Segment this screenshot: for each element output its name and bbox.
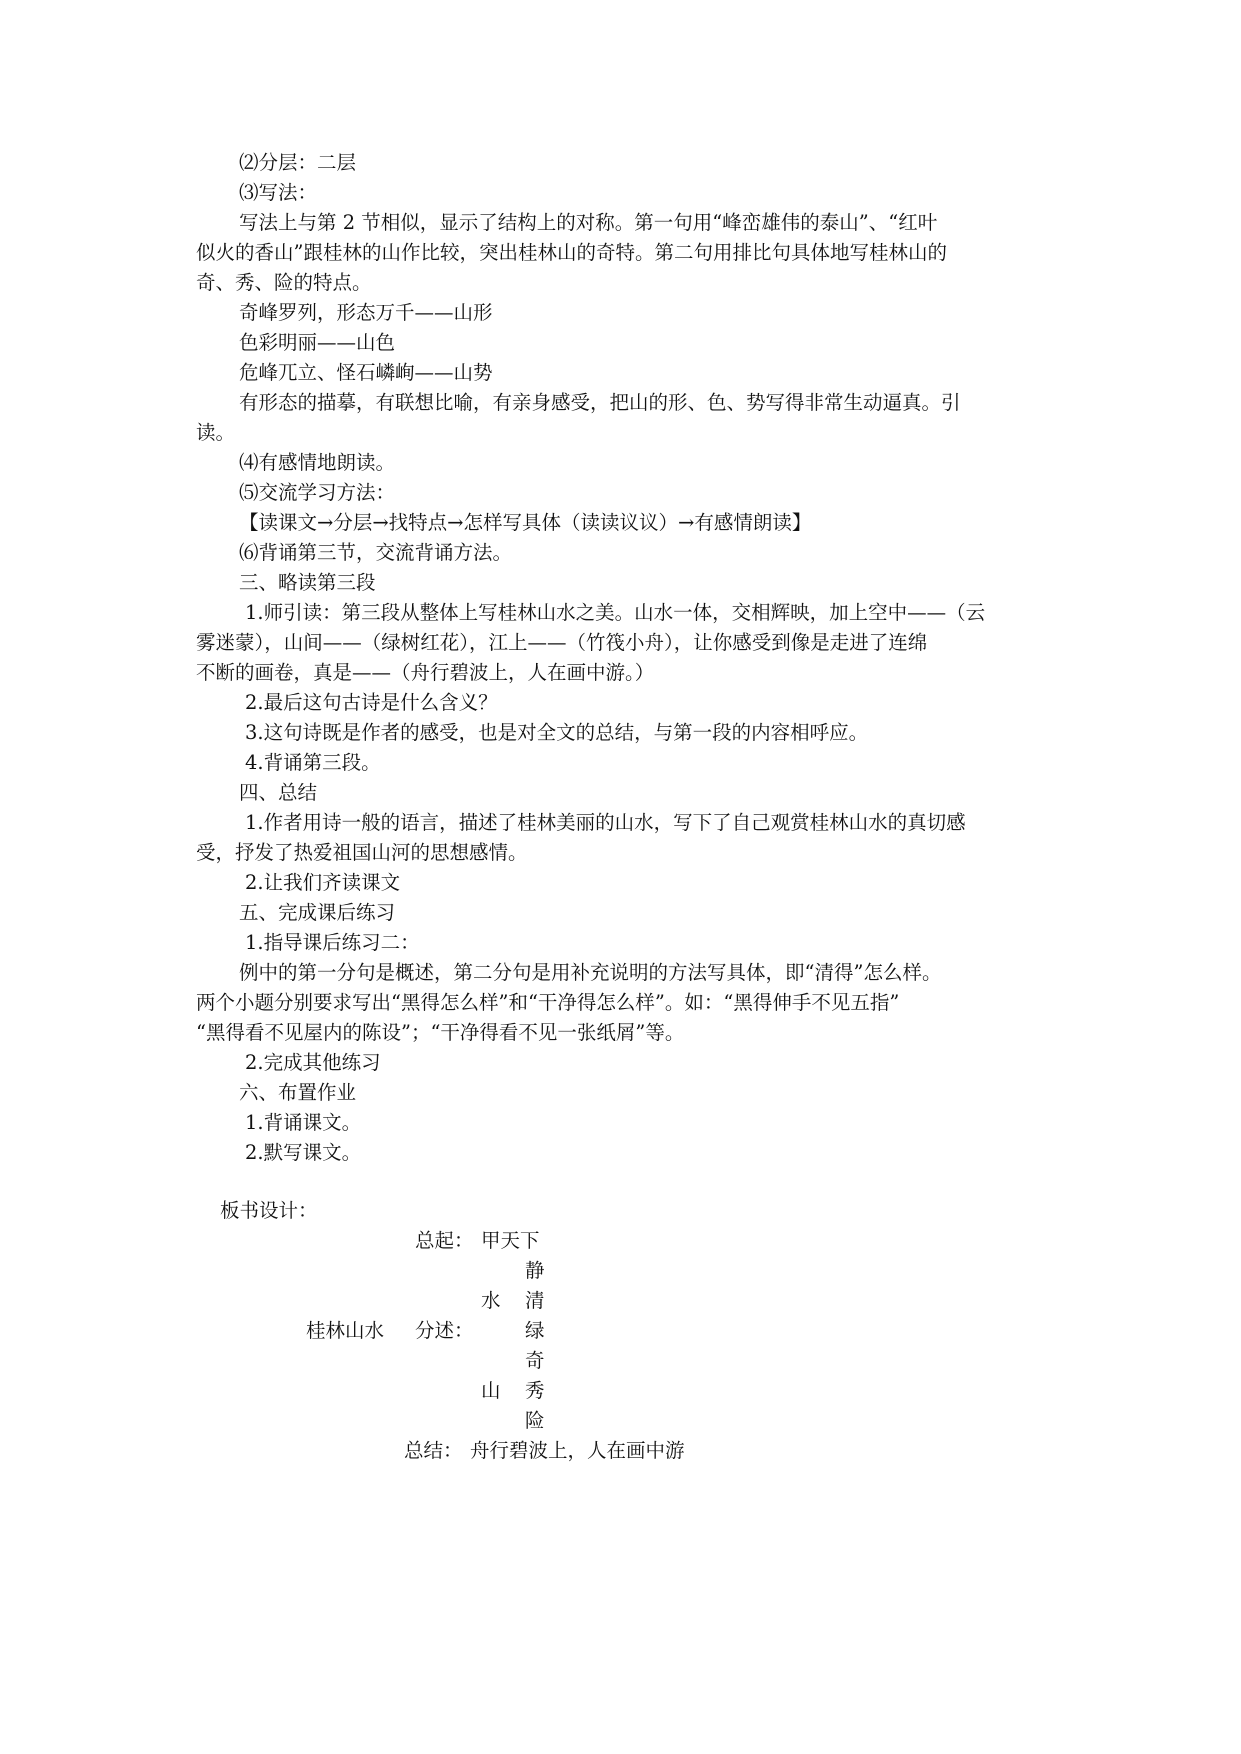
text-line: ⑷有感情地朗读。 <box>239 451 396 474</box>
text-line: 2.默写课文。 <box>245 1141 362 1164</box>
water-item: 静 <box>525 1259 545 1282</box>
text-line: 写法上与第 2 节相似，显示了结构上的对称。第一句用“峰峦雄伟的泰山”、“红叶 <box>239 211 938 234</box>
text-line: 4.背诵第三段。 <box>245 751 381 774</box>
text-line: 2.让我们齐读课文 <box>245 871 401 894</box>
text-line: ⑸交流学习方法： <box>239 481 396 504</box>
text-line: 受，抒发了热爱祖国山河的思想感情。 <box>196 841 528 864</box>
text-line: 色彩明丽——山色 <box>239 331 396 354</box>
text-line: 雾迷蒙），山间——（绿树红花），江上——（竹筏小舟），让你感受到像是走进了连绵 <box>196 631 928 654</box>
text-line: 两个小题分别要求写出“黑得怎么样”和“干净得怎么样”。如：“黑得伸手不见五指” <box>196 991 900 1014</box>
text-line: 例中的第一分句是概述，第二分句是用补充说明的方法写具体，即“清得”怎么样。 <box>239 961 942 984</box>
section-heading: 五、完成课后练习 <box>239 901 396 924</box>
water-item: 清 <box>525 1289 545 1312</box>
summary-label: 总结： <box>404 1439 463 1462</box>
text-line: 读。 <box>196 421 236 444</box>
mountain-label: 山 <box>481 1379 501 1402</box>
text-line: ⑵分层：二层 <box>239 151 357 174</box>
text-line: 不断的画卷，真是——（舟行碧波上，人在画中游。） <box>196 661 655 684</box>
text-line: 奇、秀、险的特点。 <box>196 271 372 294</box>
text-line: ⑹背诵第三节，交流背诵方法。 <box>239 541 513 564</box>
text-line: 1.指导课后练习二： <box>245 931 420 954</box>
summary-text: 舟行碧波上，人在画中游 <box>470 1439 685 1462</box>
text-line: 1.背诵课文。 <box>245 1111 362 1134</box>
detail-label: 分述： <box>415 1319 474 1342</box>
text-line: 似火的香山”跟桂林的山作比较，突出桂林山的奇特。第二句用排比句具体地写桂林山的 <box>196 241 947 264</box>
board-heading: 板书设计： <box>220 1199 318 1222</box>
water-label: 水 <box>481 1289 501 1312</box>
text-line: 1.师引读：第三段从整体上写桂林山水之美。山水一体，交相辉映，加上空中——（云 <box>245 601 986 624</box>
section-heading: 六、布置作业 <box>239 1081 357 1104</box>
text-line: “黑得看不见屋内的陈设”；“干净得看不见一张纸屑”等。 <box>196 1021 685 1044</box>
mountain-item: 奇 <box>525 1349 545 1372</box>
text-line: 有形态的描摹，有联想比喻，有亲身感受，把山的形、色、势写得非常生动逼真。引 <box>239 391 961 414</box>
mountain-item: 秀 <box>525 1379 545 1402</box>
text-line: ⑶写法： <box>239 181 318 204</box>
mountain-item: 险 <box>525 1409 545 1432</box>
text-line: 3.这句诗既是作者的感受，也是对全文的总结，与第一段的内容相呼应。 <box>245 721 869 744</box>
board-topic: 桂林山水 <box>306 1319 385 1342</box>
text-line: 2.完成其他练习 <box>245 1051 381 1074</box>
intro-label: 总起： <box>415 1229 474 1252</box>
intro-text: 甲天下 <box>481 1229 540 1252</box>
text-line: 2.最后这句古诗是什么含义？ <box>245 691 498 714</box>
text-line: 奇峰罗列，形态万千——山形 <box>239 301 493 324</box>
text-line: 1.作者用诗一般的语言，描述了桂林美丽的山水，写下了自己观赏桂林山水的真切感 <box>245 811 966 834</box>
section-heading: 三、略读第三段 <box>239 571 376 594</box>
text-line: 【读课文→分层→找特点→怎样写具体（读读议议）→有感情朗读】 <box>239 511 812 534</box>
section-heading: 四、总结 <box>239 781 318 804</box>
text-line: 危峰兀立、怪石嶙峋——山势 <box>239 361 493 384</box>
water-item: 绿 <box>525 1319 545 1342</box>
